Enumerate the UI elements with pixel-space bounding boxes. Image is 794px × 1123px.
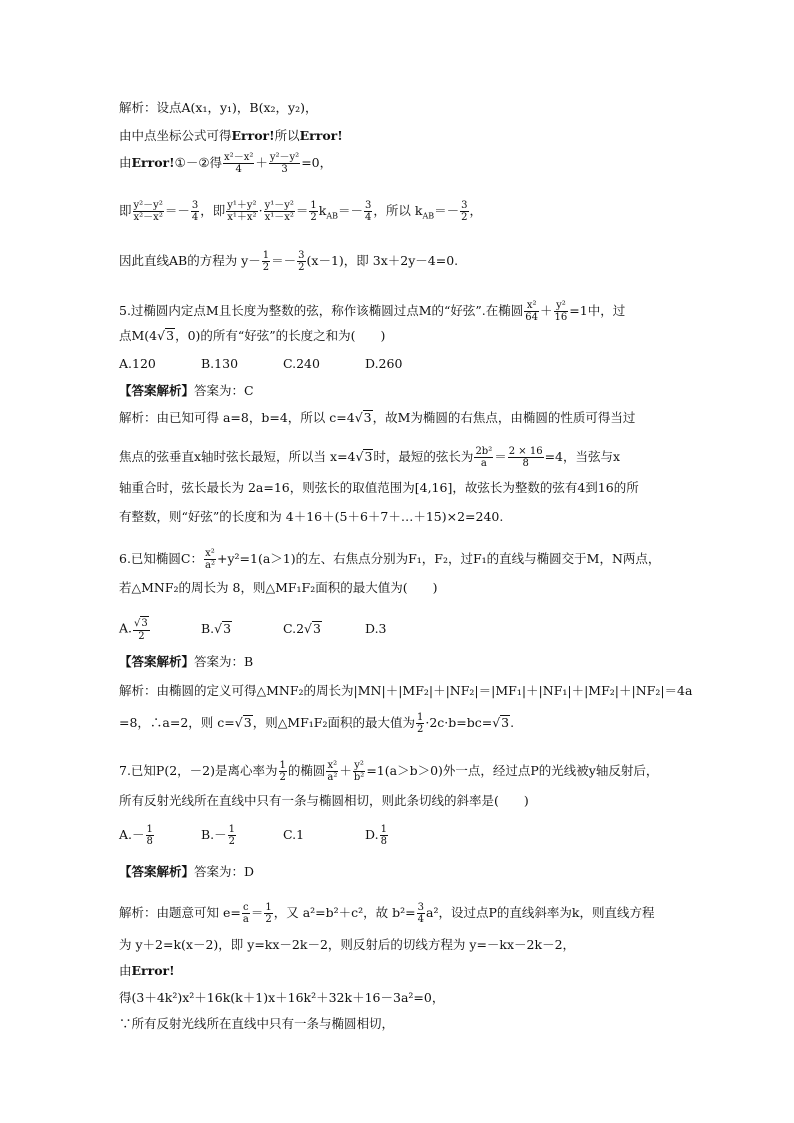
solution-line-5: 因此直线AB的方程为 y－ $\frac{1}{2}$ ＝－ $\frac{3}{2}$ (x－1)，即 3x＋2y－4=0. <box>119 250 459 273</box>
answer-6: 【答案解析】答案为：B <box>119 654 254 669</box>
solution-6-line-1: 解析：由椭圆的定义可得△MNF₂的周长为|MN|＋|MF₂|＋|NF₂|＝|MF₁|＋|NF₁|＋|MF₂|＋|NF₂|＝4a <box>119 683 693 698</box>
solution-7-line-2: 为 y＋2=k(x－2)，即 y=kx－2k－2，则反射后的切线方程为 y=－kx－2k－2， <box>119 937 576 952</box>
solution-7-line-3: 由Error! <box>119 963 175 978</box>
question-7-line-1: 7.已知P(2，－2)是离心率为 $\frac{1}{2}$ 的椭圆 $\frac{\text{x²}}{\text{a²}}$ ＋ $\frac{\text{y²}}{\text{b²}}$ =1(a＞b＞0)外一点，经过点P的光线被y轴反射后， <box>119 760 659 783</box>
question-7-line-2: 所有反射光线所在直线中只有一条与椭圆相切，则此条切线的斜率是( ) <box>119 793 529 808</box>
solution-5-line-1: 解析：由已知可得 a=8，b=4，所以 c=4√3，故M为椭圆的右焦点，由椭圆的性质可得当过 <box>119 410 636 425</box>
solution-6-line-2: =8，∴a=2，则 c=√3，则△MF₁F₂面积的最大值为 $\frac{1}{2}$ ·2c·b=bc=√3. <box>119 712 515 735</box>
question-5-line-1: 5.过椭圆内定点M且长度为整数的弦，称作该椭圆过点M的“好弦”.在椭圆 $\frac{\text{x²}}{64}$ ＋ $\frac{\text{y²}}{16}$ =1中，过 <box>119 300 626 323</box>
answer-5: 【答案解析】答案为：C <box>119 383 254 398</box>
solution-7-line-4: 得(3＋4k²)x²＋16k(k＋1)x＋16k²＋32k＋16－3a²=0， <box>119 990 445 1005</box>
solution-line-4: 即 $\frac{\text{y²－y²}}{\text{x²－x²}}$ ＝－ $\frac{3}{4}$ ，即 $\frac{\text{y¹＋y²}}{\text{x¹＋x²}}$ · $\frac{\text{y¹－y²}}{\text{x¹－x²}}$ ＝ $\frac{1}{2}$ $k_{AB}=-$ $\frac{3}{4}$ ，所以 $k_{AB}=-$ $\frac{3}{2}$ ， <box>119 200 483 223</box>
solution-5-line-3: 轴重合时，弦长最长为 2a=16，则弦长的取值范围为[4,16]，故弦长为整数的弦有4到16的所 <box>119 480 639 495</box>
question-5-options: A.120 B.130 C.240 D.260 <box>119 356 403 371</box>
solution-line-2: 由中点坐标公式可得Error!所以Error! <box>119 128 343 143</box>
answer-7: 【答案解析】答案为：D <box>119 864 255 879</box>
question-7-options: A.－ $\frac{1}{8}$ B.－ $\frac{1}{2}$ C.1 D. $\frac{1}{8}$ <box>119 824 387 847</box>
question-6-line-2: 若△MNF₂的周长为 8，则△MF₁F₂面积的最大值为( ) <box>119 580 438 595</box>
question-6-line-1: 6.已知椭圆C： $\frac{\text{x²}}{\text{a²}}$ +y²=1(a＞1)的左、右焦点分别为F₁，F₂，过F₁的直线与椭圆交于M，N两点， <box>119 548 661 571</box>
solution-5-line-4: 有整数，则“好弦”的长度和为 4＋16＋(5＋6＋7＋…＋15)×2=240. <box>119 509 504 524</box>
question-5-line-2: 点M(4√3，0)的所有“好弦”的长度之和为( ) <box>119 328 386 343</box>
solution-line-1: 解析：设点A(x₁，y₁)，B(x₂，y₂)， <box>119 100 318 115</box>
question-6-options: A. $\frac{√3}{2}$ B.√3 C.2√3 D.3 <box>119 618 387 642</box>
solution-5-line-2: 焦点的弦垂直x轴时弦长最短，所以当 x=4√3时，最短的弦长为 $\frac{\text{2b²}}{a}$ ＝ $\frac{2 \times 16}{8}$ =4，当弦与x <box>119 446 621 469</box>
solution-7-line-1: 解析：由题意可知 e= $\frac{c}{a}$ ＝ $\frac{1}{2}$ ，又 a²=b²＋c²，故 b²= $\frac{3}{4}$ a²，设过点P的直线斜率为k，则直线方程 <box>119 902 655 925</box>
solution-7-line-5: ∵所有反射光线所在直线中只有一条与椭圆相切， <box>119 1016 395 1031</box>
solution-line-3: 由Error!①－②得 $\frac{\text{x²－x²}}{4}$ ＋ $\frac{\text{y²－y²}}{3}$ =0， <box>119 152 333 175</box>
